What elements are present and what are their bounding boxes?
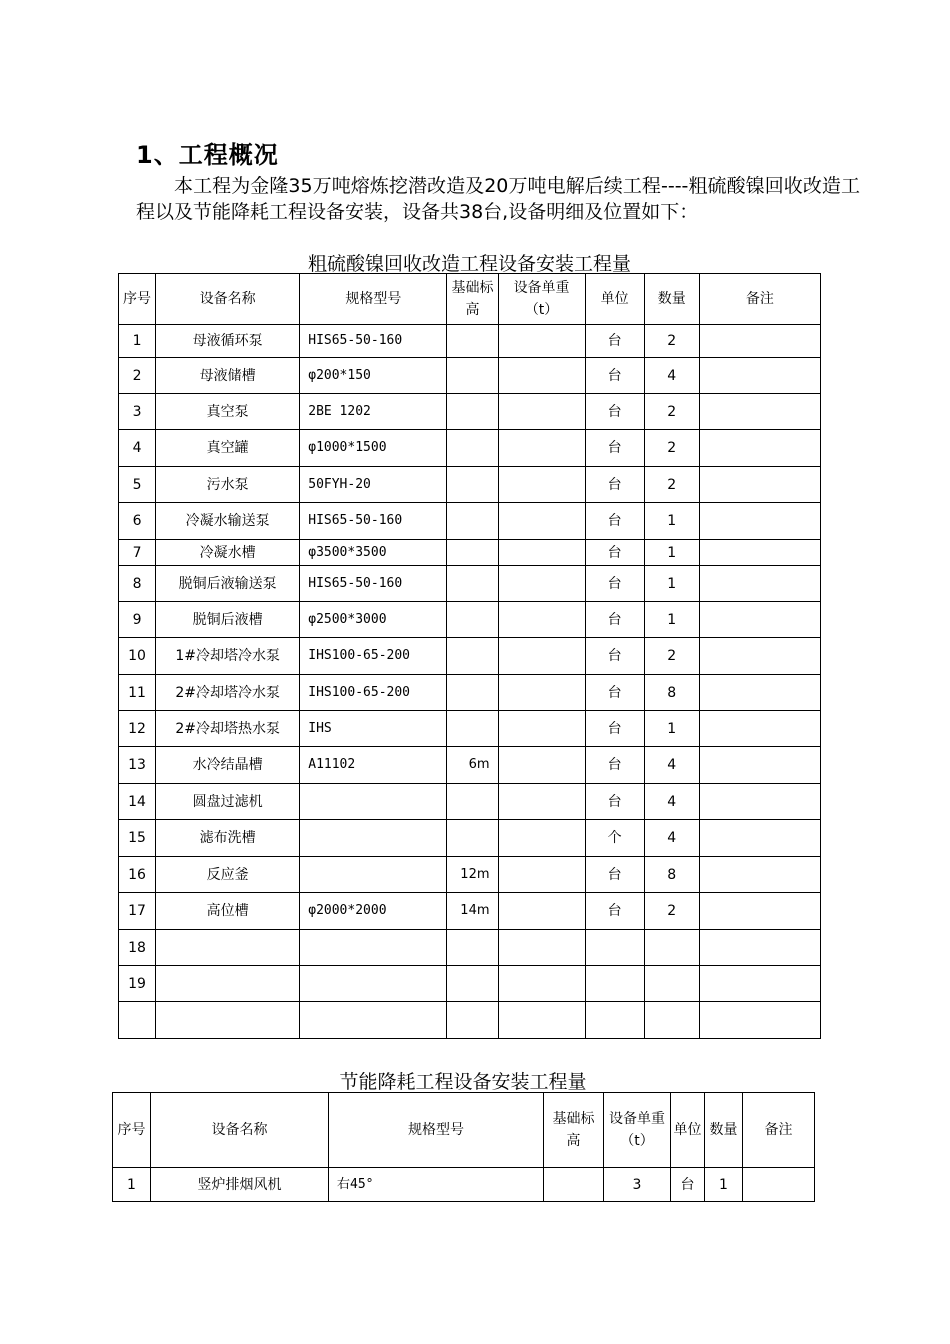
- cell-name: 真空罐: [156, 430, 300, 467]
- cell-name: 真空泵: [156, 394, 300, 430]
- cell-seq: 16: [119, 857, 156, 893]
- cell-qty: [644, 966, 699, 1002]
- table-row: [119, 467, 821, 503]
- cell-base: [447, 1002, 498, 1039]
- cell-seq: 13: [119, 747, 156, 784]
- cell-note: [699, 893, 820, 930]
- cell-base: 14m: [447, 893, 498, 930]
- table1-caption: 粗硫酸镍回收改造工程设备安装工程量: [307, 253, 631, 275]
- cell-unit: 台: [585, 503, 644, 540]
- header-note: 备注: [699, 274, 820, 325]
- cell-name: 母液循环泵: [156, 325, 300, 358]
- cell-note: [699, 747, 820, 784]
- cell-note: [699, 325, 820, 358]
- cell-spec: [300, 966, 447, 1002]
- cell-seq: 2: [119, 358, 156, 394]
- header-weight: 设备单重（t）: [498, 274, 585, 325]
- cell-seq: 12: [119, 711, 156, 747]
- cell-name: 脱铜后液槽: [156, 602, 300, 638]
- cell-unit: 台: [585, 467, 644, 503]
- cell-weight: [498, 820, 585, 857]
- cell-unit: 台: [585, 540, 644, 566]
- table-row: [119, 893, 821, 930]
- cell-qty: 1: [705, 1168, 743, 1202]
- table-row: [119, 638, 821, 675]
- cell-base: 6m: [447, 747, 498, 784]
- table-header-row: [113, 1093, 815, 1168]
- cell-qty: 4: [644, 358, 699, 394]
- cell-weight: [498, 467, 585, 503]
- table-row: [119, 966, 821, 1002]
- cell-note: [699, 784, 820, 820]
- cell-spec: [300, 930, 447, 966]
- cell-name: 竖炉排烟风机: [151, 1168, 329, 1202]
- cell-weight: [498, 566, 585, 602]
- cell-note: [699, 930, 820, 966]
- cell-base: [447, 358, 498, 394]
- cell-spec: φ1000*1500: [300, 430, 447, 467]
- cell-seq: 18: [119, 930, 156, 966]
- cell-base: [447, 566, 498, 602]
- cell-spec: φ2000*2000: [300, 893, 447, 930]
- cell-base: [447, 930, 498, 966]
- cell-name: 1#冷却塔冷水泵: [156, 638, 300, 675]
- cell-spec: φ2500*3000: [300, 602, 447, 638]
- cell-base: [544, 1168, 604, 1202]
- cell-note: [743, 1168, 815, 1202]
- header-seq: 序号: [113, 1093, 151, 1168]
- table-row: [119, 503, 821, 540]
- cell-qty: 1: [644, 503, 699, 540]
- cell-seq: 10: [119, 638, 156, 675]
- table-row: [119, 930, 821, 966]
- cell-note: [699, 675, 820, 711]
- header-base: 基础标高: [544, 1093, 604, 1168]
- cell-seq: 1: [119, 325, 156, 358]
- cell-seq: 11: [119, 675, 156, 711]
- table-row: [119, 358, 821, 394]
- cell-unit: 台: [585, 747, 644, 784]
- cell-base: [447, 540, 498, 566]
- cell-base: [447, 638, 498, 675]
- table-row: [119, 711, 821, 747]
- cell-base: [447, 602, 498, 638]
- cell-qty: [644, 1002, 699, 1039]
- cell-qty: 2: [644, 325, 699, 358]
- cell-base: [447, 784, 498, 820]
- cell-name: [156, 966, 300, 1002]
- cell-qty: 8: [644, 675, 699, 711]
- cell-note: [699, 1002, 820, 1039]
- cell-base: [447, 675, 498, 711]
- cell-spec: φ200*150: [300, 358, 447, 394]
- section-heading: 1、工程概况: [136, 141, 279, 169]
- cell-note: [699, 638, 820, 675]
- cell-name: 水冷结晶槽: [156, 747, 300, 784]
- header-spec: 规格型号: [329, 1093, 544, 1168]
- cell-qty: 8: [644, 857, 699, 893]
- cell-qty: 1: [644, 711, 699, 747]
- equipment-table-nickel: [118, 273, 821, 1039]
- header-unit: 单位: [585, 274, 644, 325]
- cell-spec: 右45°: [329, 1168, 544, 1202]
- cell-unit: 台: [585, 358, 644, 394]
- cell-name: 污水泵: [156, 467, 300, 503]
- cell-seq: 7: [119, 540, 156, 566]
- cell-spec: A11102: [300, 747, 447, 784]
- cell-name: 滤布洗槽: [156, 820, 300, 857]
- cell-weight: [498, 1002, 585, 1039]
- header-seq: 序号: [119, 274, 156, 325]
- cell-spec: IHS100-65-200: [300, 675, 447, 711]
- cell-qty: 4: [644, 784, 699, 820]
- cell-spec: HIS65-50-160: [300, 566, 447, 602]
- cell-spec: HIS65-50-160: [300, 503, 447, 540]
- cell-base: 12m: [447, 857, 498, 893]
- cell-seq: 8: [119, 566, 156, 602]
- cell-qty: 4: [644, 820, 699, 857]
- cell-weight: [498, 325, 585, 358]
- header-unit: 单位: [671, 1093, 705, 1168]
- cell-note: [699, 358, 820, 394]
- cell-note: [699, 711, 820, 747]
- table-header-row: [119, 274, 821, 325]
- cell-spec: 2BE 1202: [300, 394, 447, 430]
- cell-unit: [585, 930, 644, 966]
- cell-name: 2#冷却塔冷水泵: [156, 675, 300, 711]
- cell-unit: 台: [585, 602, 644, 638]
- cell-name: 高位槽: [156, 893, 300, 930]
- cell-unit: [585, 966, 644, 1002]
- cell-unit: 台: [585, 893, 644, 930]
- header-base: 基础标高: [447, 274, 498, 325]
- cell-weight: [498, 540, 585, 566]
- table-row: [119, 602, 821, 638]
- cell-unit: 台: [585, 675, 644, 711]
- cell-spec: φ3500*3500: [300, 540, 447, 566]
- cell-seq: 15: [119, 820, 156, 857]
- cell-seq: 19: [119, 966, 156, 1002]
- cell-weight: [498, 394, 585, 430]
- cell-name: 反应釜: [156, 857, 300, 893]
- cell-note: [699, 966, 820, 1002]
- cell-qty: 4: [644, 747, 699, 784]
- table-row: [119, 394, 821, 430]
- table-row: [119, 430, 821, 467]
- cell-qty: 1: [644, 566, 699, 602]
- cell-weight: [498, 711, 585, 747]
- cell-qty: 2: [644, 394, 699, 430]
- table-row: [119, 747, 821, 784]
- cell-name: [156, 1002, 300, 1039]
- cell-qty: 2: [644, 638, 699, 675]
- header-weight: 设备单重（t）: [604, 1093, 671, 1168]
- header-spec: 规格型号: [300, 274, 447, 325]
- cell-base: [447, 394, 498, 430]
- header-name: 设备名称: [151, 1093, 329, 1168]
- cell-qty: [644, 930, 699, 966]
- cell-qty: 2: [644, 893, 699, 930]
- cell-note: [699, 820, 820, 857]
- cell-note: [699, 503, 820, 540]
- table-row: [113, 1168, 815, 1202]
- cell-note: [699, 566, 820, 602]
- header-name: 设备名称: [156, 274, 300, 325]
- table-row: [119, 540, 821, 566]
- cell-base: [447, 820, 498, 857]
- table-row: [119, 325, 821, 358]
- cell-weight: [498, 893, 585, 930]
- cell-qty: 1: [644, 602, 699, 638]
- cell-weight: [498, 503, 585, 540]
- cell-unit: 台: [585, 430, 644, 467]
- cell-name: 圆盘过滤机: [156, 784, 300, 820]
- table-row: [119, 784, 821, 820]
- cell-spec: IHS: [300, 711, 447, 747]
- header-qty: 数量: [644, 274, 699, 325]
- table-row: [119, 566, 821, 602]
- cell-note: [699, 430, 820, 467]
- cell-note: [699, 540, 820, 566]
- cell-name: [156, 930, 300, 966]
- cell-unit: 个: [585, 820, 644, 857]
- intro-paragraph: 本工程为金隆35万吨熔炼挖潜改造及20万吨电解后续工程----粗硫酸镍回收改造工程以及节能降耗工程设备安装，设备共38台,设备明细及位置如下：: [136, 175, 860, 223]
- cell-seq: 17: [119, 893, 156, 930]
- cell-weight: [498, 602, 585, 638]
- cell-seq: 14: [119, 784, 156, 820]
- table-row: [119, 675, 821, 711]
- table2-caption: 节能降耗工程设备安装工程量: [339, 1071, 587, 1093]
- cell-note: [699, 602, 820, 638]
- cell-weight: [498, 430, 585, 467]
- cell-unit: 台: [585, 394, 644, 430]
- cell-unit: 台: [585, 784, 644, 820]
- cell-name: 2#冷却塔热水泵: [156, 711, 300, 747]
- cell-unit: 台: [585, 566, 644, 602]
- cell-spec: [300, 1002, 447, 1039]
- table-row: [119, 1002, 821, 1039]
- cell-weight: [498, 747, 585, 784]
- cell-base: [447, 711, 498, 747]
- cell-seq: [119, 1002, 156, 1039]
- cell-spec: [300, 857, 447, 893]
- cell-name: 冷凝水输送泵: [156, 503, 300, 540]
- cell-note: [699, 857, 820, 893]
- cell-unit: 台: [671, 1168, 705, 1202]
- cell-base: [447, 966, 498, 1002]
- cell-weight: [498, 966, 585, 1002]
- cell-base: [447, 467, 498, 503]
- equipment-table-energy: [112, 1092, 815, 1202]
- cell-spec: [300, 820, 447, 857]
- cell-spec: [300, 784, 447, 820]
- cell-seq: 4: [119, 430, 156, 467]
- cell-seq: 1: [113, 1168, 151, 1202]
- cell-name: 冷凝水槽: [156, 540, 300, 566]
- header-qty: 数量: [705, 1093, 743, 1168]
- table-row: [119, 820, 821, 857]
- cell-unit: 台: [585, 711, 644, 747]
- cell-spec: IHS100-65-200: [300, 638, 447, 675]
- cell-unit: 台: [585, 638, 644, 675]
- cell-unit: 台: [585, 857, 644, 893]
- header-note: 备注: [743, 1093, 815, 1168]
- cell-base: [447, 503, 498, 540]
- table-row: [119, 857, 821, 893]
- cell-weight: [498, 930, 585, 966]
- cell-weight: [498, 358, 585, 394]
- cell-name: 脱铜后液输送泵: [156, 566, 300, 602]
- cell-unit: [585, 1002, 644, 1039]
- cell-seq: 5: [119, 467, 156, 503]
- cell-weight: [498, 857, 585, 893]
- cell-seq: 9: [119, 602, 156, 638]
- cell-weight: [498, 784, 585, 820]
- cell-seq: 6: [119, 503, 156, 540]
- cell-base: [447, 325, 498, 358]
- cell-qty: 1: [644, 540, 699, 566]
- cell-unit: 台: [585, 325, 644, 358]
- cell-qty: 2: [644, 467, 699, 503]
- cell-spec: 50FYH-20: [300, 467, 447, 503]
- cell-note: [699, 394, 820, 430]
- cell-spec: HIS65-50-160: [300, 325, 447, 358]
- cell-base: [447, 430, 498, 467]
- cell-name: 母液储槽: [156, 358, 300, 394]
- cell-note: [699, 467, 820, 503]
- cell-weight: [498, 675, 585, 711]
- cell-weight: 3: [604, 1168, 671, 1202]
- cell-seq: 3: [119, 394, 156, 430]
- cell-weight: [498, 638, 585, 675]
- cell-qty: 2: [644, 430, 699, 467]
